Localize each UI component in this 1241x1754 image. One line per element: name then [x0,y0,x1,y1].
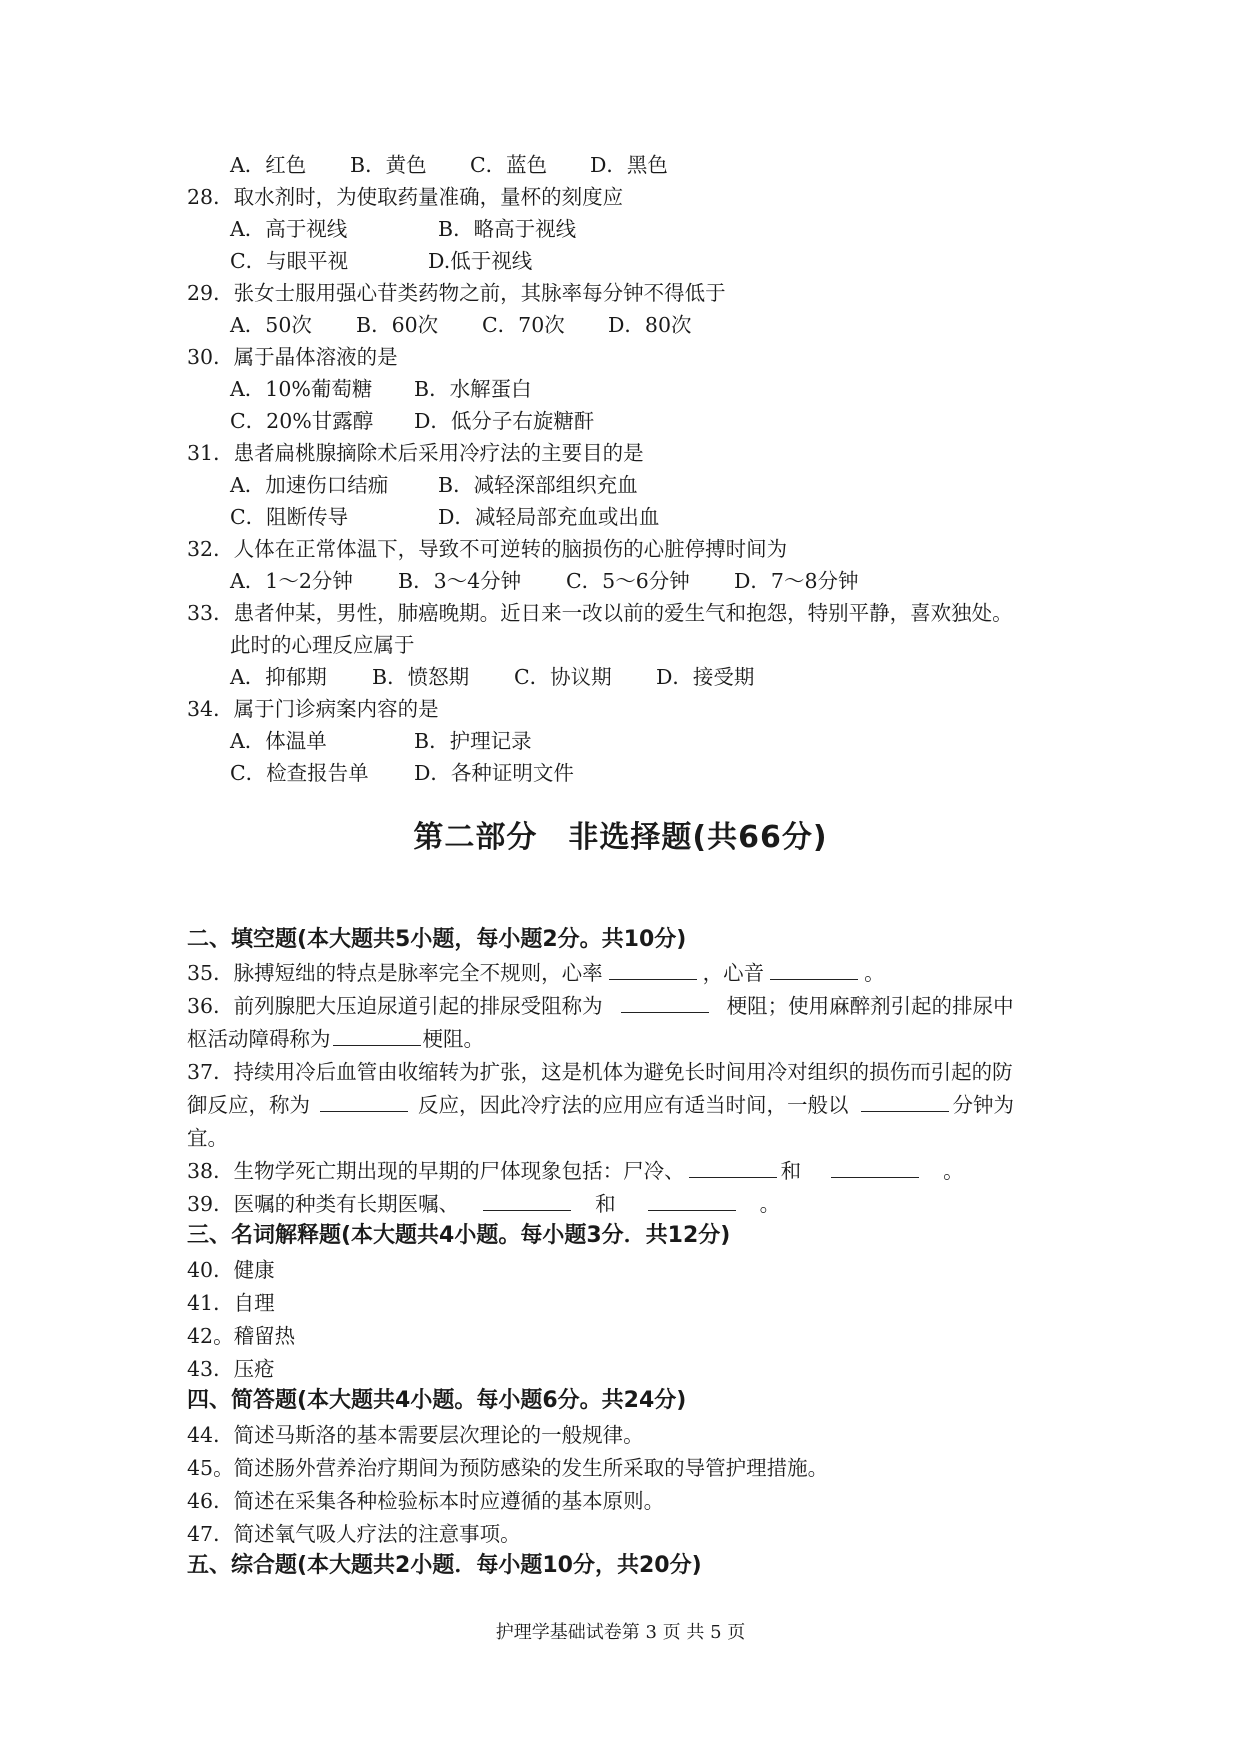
q31-option-a: A．加速伤口结痂 [230,473,389,497]
q36-text-a: 36．前列腺肥大压迫尿道引起的排尿受阻称为 [187,994,603,1018]
q34-options-row2 [230,758,574,788]
q34-option-a: A．体温单 [230,729,327,753]
q38 [187,1156,964,1186]
q34-options-row1 [230,726,532,756]
q28-option-a: A．高于视线 [230,217,348,241]
q38-blank-1[interactable] [689,1157,777,1178]
q37-blank-1[interactable] [320,1091,408,1112]
q31-option-d: D．减轻局部充血或出血 [438,505,660,529]
q41: 41．自理 [187,1291,275,1315]
q34-stem: 34．属于门诊病案内容的是 [187,697,439,721]
q28-stem: 28．取水剂时，为使取药量准确，量杯的刻度应 [187,185,624,209]
q37-blank-2[interactable] [861,1091,949,1112]
q28-options-row1 [230,214,576,244]
q27-option-d: D．黑色 [590,153,668,177]
q28-option-b: B．略高于视线 [438,217,577,241]
q36-line2 [187,1024,484,1054]
q35 [187,958,885,988]
q33-option-a: A．抑郁期 [230,665,327,689]
q30-stem: 30．属于晶体溶液的是 [187,345,398,369]
q32-option-b: B．3～4分钟 [398,569,522,593]
q33-option-b: B．愤怒期 [372,665,470,689]
q30-options-row2 [230,406,594,436]
q35-blank-1[interactable] [609,959,697,980]
q33-stem-line1: 33．患者仲某，男性，肺癌晚期。近日来一改以前的爱生气和抱怨，特别平静，喜欢独处。 [187,601,1013,625]
q30-option-a: A．10%葡萄糖 [230,377,373,401]
q37-line3: 宜。 [187,1126,228,1150]
q30-option-c: C．20%甘露醇 [230,409,374,433]
q33-option-c: C．协议期 [514,665,612,689]
q36-text-b: 梗阻；使用麻醉剂引起的排尿中 [726,994,1014,1018]
q29-option-a: A．50次 [230,313,312,337]
q39-text-b: 和 [595,1192,616,1216]
q29-stem: 29．张女士服用强心苷类药物之前，其脉率每分钟不得低于 [187,281,726,305]
q39-blank-1[interactable] [483,1190,571,1211]
section-short-answer-heading: 四、简答题(本大题共4小题。每小题6分。共24分) [187,1388,687,1413]
q39-blank-2[interactable] [648,1190,736,1211]
q42: 42。稽留热 [187,1324,296,1348]
q29-options [230,310,692,340]
q35-text-c: 。 [864,961,885,985]
q32-stem: 32．人体在正常体温下，导致不可逆转的脑损伤的心脏停搏时间为 [187,537,788,561]
q31-options-row2 [230,502,659,532]
q28-option-d: D.低于视线 [428,249,533,273]
page-footer: 护理学基础试卷第 3 页 共 5 页 [495,1622,746,1643]
q39-text-c: 。 [759,1192,781,1216]
q37-line2 [187,1090,1014,1120]
q43: 43．压疮 [187,1357,275,1381]
q31-option-c: C．阻断传导 [230,505,349,529]
q33-option-d: D．接受期 [656,665,755,689]
q28-options-row2 [230,246,532,276]
q28-option-c: C．与眼平视 [230,249,349,273]
q35-text-b: ，心音 [702,961,765,985]
q34-option-c: C．检查报告单 [230,761,369,785]
q33-stem-line2: 此时的心理反应属于 [230,633,415,657]
q27-option-c: C．蓝色 [470,153,548,177]
part2-title: 第二部分 非选择题(共66分) [413,820,828,855]
q30-option-d: D．低分子右旋糖酐 [414,409,595,433]
q37-line1: 37．持续用冷后血管由收缩转为扩张，这是机体为避免长时间用冷对组织的损伤而引起的防 [187,1060,1013,1084]
q35-blank-2[interactable] [770,959,858,980]
q40: 40．健康 [187,1258,275,1282]
q44: 44．简述马斯洛的基本需要层次理论的一般规律。 [187,1423,644,1447]
q32-option-a: A．1～2分钟 [230,569,353,593]
q36-line1 [187,991,1014,1021]
q27-options [230,150,668,180]
q45: 45。简述肠外营养治疗期间为预防感染的发生所采取的导管护理措施。 [187,1456,829,1480]
q33-options [230,662,754,692]
q32-option-c: C．5～6分钟 [566,569,690,593]
q38-text-a: 38．生物学死亡期出现的早期的尸体现象包括：尸冷、 [187,1159,685,1183]
q30-option-b: B．水解蛋白 [414,377,532,401]
q31-options-row1 [230,470,638,500]
q38-blank-2[interactable] [831,1157,919,1178]
section-term-definition-heading: 三、名词解释题(本大题共4小题。每小题3分．共12分) [187,1223,731,1248]
q36-text-c: 枢活动障碍称为 [187,1027,331,1051]
q29-option-d: D．80次 [608,313,692,337]
q36-blank-1[interactable] [621,992,709,1013]
q31-stem: 31．患者扁桃腺摘除术后采用冷疗法的主要目的是 [187,441,644,465]
section-comprehensive-heading: 五、综合题(本大题共2小题．每小题10分，共20分) [187,1553,702,1578]
q39-text-a: 39．医嘱的种类有长期医嘱、 [187,1192,460,1216]
section-fill-in-blank-heading: 二、填空题(本大题共5小题，每小题2分。共10分) [187,927,687,952]
q34-option-d: D．各种证明文件 [414,761,574,785]
q36-text-d: 梗阻。 [422,1027,484,1051]
q30-options-row1 [230,374,532,404]
q39 [187,1189,780,1219]
q36-blank-2[interactable] [333,1025,421,1046]
q32-options [230,566,859,596]
q46: 46．简述在采集各种检验标本时应遵循的基本原则。 [187,1489,665,1513]
q29-option-c: C．70次 [482,313,565,337]
q27-option-b: B．黄色 [350,153,427,177]
q38-text-c: 。 [943,1159,964,1183]
q47: 47．简述氧气吸人疗法的注意事项。 [187,1522,521,1546]
q35-text-a: 35．脉搏短绌的特点是脉率完全不规则，心率 [187,961,603,985]
q38-text-b: 和 [780,1159,802,1183]
q27-option-a: A．红色 [230,153,307,177]
q37-text-d: 分钟为 [952,1093,1014,1117]
q34-option-b: B．护理记录 [414,729,532,753]
q37-text-c: 反应，因此冷疗法的应用应有适当时间，一般以 [418,1093,849,1117]
q37-text-b: 御反应，称为 [187,1093,310,1117]
q32-option-d: D．7～8分钟 [734,569,859,593]
q31-option-b: B．减轻深部组织充血 [438,473,638,497]
q29-option-b: B．60次 [356,313,439,337]
